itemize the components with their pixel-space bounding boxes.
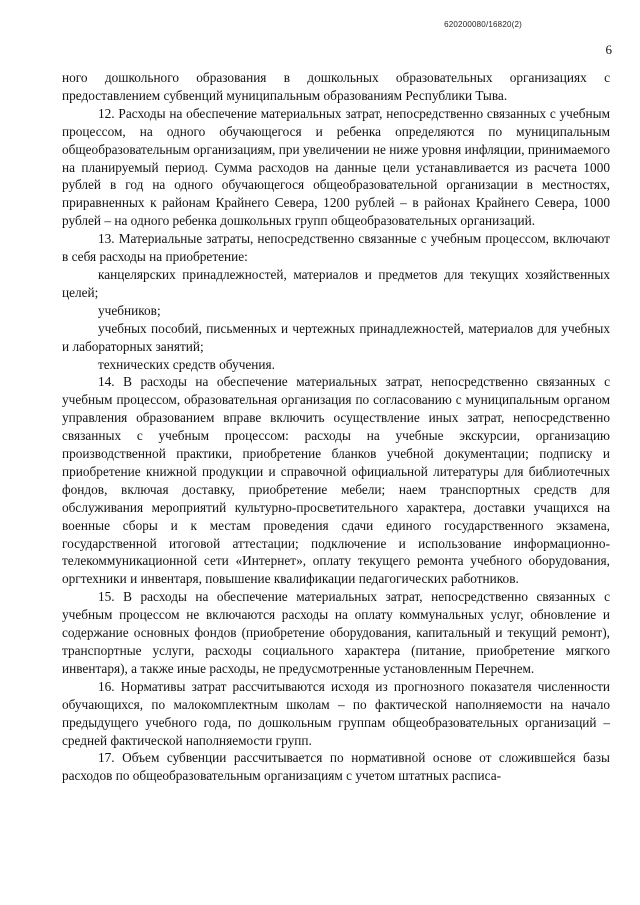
- document-code: 620200080/16820(2): [444, 20, 522, 29]
- list-item: технических средств обучения.: [98, 356, 275, 372]
- list-item: учебных пособий, письменных и чертежных принадлежностей, материалов для учебных и лабораторных занятий;: [62, 320, 610, 354]
- paragraph: 17. Объем субвенции рассчитывается по нормативной основе от сложившейся базы расходов по общеобразовательным организациям с учетом штатных расписа-: [62, 750, 610, 784]
- paragraph: 13. Материальные затраты, непосредственно связанные с учебным процессом, включают в себя расходы на приобретение:: [62, 231, 610, 265]
- paragraph: ного дошкольного образования в дошкольных образовательных организациях с предоставлением субвенций муниципальным образованиям Республики Тыва.: [62, 70, 610, 103]
- list-item: учебников;: [98, 302, 161, 318]
- paragraph: 15. В расходы на обеспечение материальных затрат, непосредственно связанных с учебным процессом не включаются расходы на оплату коммунальных услуг, обновление и содержание основных фондов (приобретение оборудования, капитальный и текущий ремонт), транспортные услуги, расходы социального характера (питание, приобретение мягкого инвентаря), а также иные расходы, не предусмотренные установленным Перечнем.: [62, 589, 610, 676]
- page-number: 6: [605, 42, 612, 57]
- list-item: канцелярских принадлежностей, материалов и предметов для текущих хозяйственных целей;: [62, 266, 610, 300]
- paragraph: 14. В расходы на обеспечение материальных затрат, непосредственно связанных с учебным процессом, образовательная организация по согласованию с муниципальным органом управления образованием вправе включить осуществление иных затрат, непосредственно связанных с учебным процессом: расходы на учебные экскурсии, организацию производственной практики, приобретение бланков учебной документации; подписку и приобретение книжной продукции и справочной официальной литературы для библиотечных фондов, включая доставку, приобретение мебели; наем транспортных средств для обслуживания мероприятий культурно-просветительного характера, доставки учащихся на военные сборы и к местам проведения сдачи единого государственного экзамена, государственной итоговой аттестации; подключение и использование информационно-телекоммуникационной сети «Интернет», оплату текущего ремонта учебного оборудования, оргтехники и инвентаря, повышение квалификации педагогических работников.: [62, 374, 610, 587]
- paragraph: 16. Нормативы затрат рассчитываются исходя из прогнозного показателя численности обучающихся, по малокомплектным школам – по фактической наполняемости на начало предыдущего учебного года, по дошкольным группам общеобразовательных организаций – средней фактической наполняемости групп.: [62, 678, 610, 748]
- document-body: [62, 69, 610, 785]
- paragraph: 12. Расходы на обеспечение материальных затрат, непосредственно связанных с учебным процессом, на одного обучающегося и ребенка определяются по муниципальным общеобразовательным организациям, при увеличении не ниже уровня инфляции, принимаемого на планируемый период. Сумма расходов на данные цели устанавливается из расчета 1000 рублей в год на одного обучающегося общеобразовательной организации в местностях, приравненных к районам Крайнего Севера, 1200 рублей – в районах Крайнего Севера, 1000 рублей – на одного ребенка дошкольных групп общеобразовательных организаций.: [62, 105, 610, 229]
